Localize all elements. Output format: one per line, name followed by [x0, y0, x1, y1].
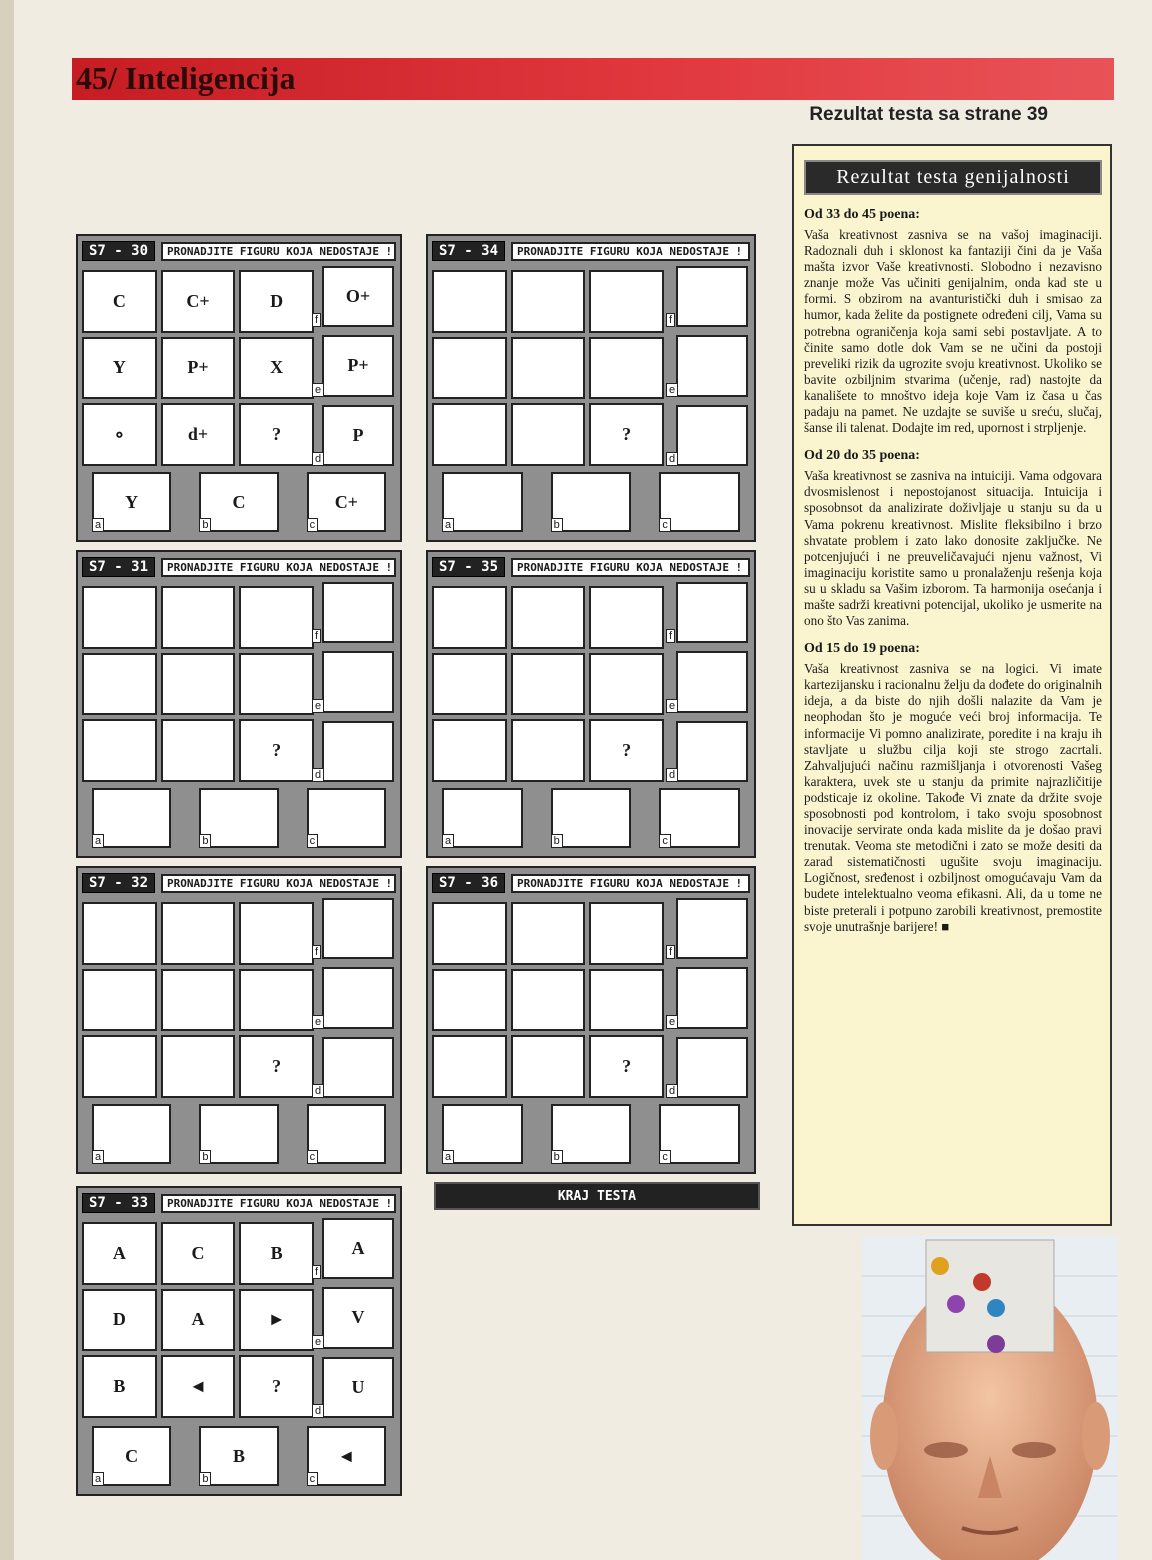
option-letter: a [442, 1150, 454, 1164]
answer-option[interactable] [199, 472, 278, 532]
results-text: Vaša kreativnost zasniva se na logici. Vi imate kartezijansku i racionalnu želju da dođete do originalnih ideja, a da biste do njih došli nalazite da Vam je neophodan što je moguće veći broj informacija. Te informacije Vi pomno analizirate, poredite i na kraju ih stavljate u službu cilja koji ste strogo zacrtali. Zahvaljujući načinu razmišljanja i otvorenosti Vašeg karaktera, uvek ste u stanju da primite najrazličitije podsticaje iz okoline. Takođe Vi znate da držite svoje sposobnosti pod kontrolom, i tako svoju sposobnost inovacije servirate onda kada mislite da je došao pravi trenutak. Veoma ste metodični i zato se može desiti da zarad sistematičnosti ugušite svoju imaginaciju. Logičnost, sređenost i ozbiljnost omogućavaju Vam da budete intelektualno veoma efikasni. Ali, da u tome ne biste preterali i potpuno zarobili kreativnost, premostite svoje unutrašnje barijere! ■ [804, 661, 1102, 934]
grid-cell [239, 902, 314, 965]
answer-option[interactable] [669, 582, 748, 643]
option-letter: d [312, 452, 324, 466]
puzzle-number: S7 - 31 [82, 557, 155, 577]
head-illustration [862, 1236, 1118, 1560]
option-letter: f [666, 629, 675, 643]
puzzle-panel [76, 234, 402, 542]
grid-cell: ? [589, 403, 664, 466]
answer-option[interactable] [442, 1104, 523, 1164]
option-figure: Y [125, 491, 139, 512]
grid-cell [239, 653, 314, 716]
answer-option[interactable] [315, 1037, 394, 1098]
puzzle-title: PRONADJITE FIGURU KOJA NEDOSTAJE ! [161, 1194, 396, 1213]
puzzle-grid [432, 902, 664, 1098]
subheading: Rezultat testa sa strane 39 [809, 104, 1048, 125]
grid-cell [589, 902, 664, 965]
grid-cell [511, 337, 586, 400]
puzzle-panel [76, 1186, 402, 1496]
option-letter: f [312, 945, 321, 959]
option-letter: b [199, 518, 211, 532]
grid-cell [161, 586, 236, 649]
option-figure: P+ [347, 355, 369, 376]
answer-option[interactable] [315, 967, 394, 1028]
answer-option[interactable] [669, 405, 748, 466]
option-letter: c [307, 518, 319, 532]
option-letter: e [666, 383, 678, 397]
side-options [315, 582, 394, 782]
grid-cell [82, 1035, 157, 1098]
results-section-2 [804, 448, 1102, 629]
option-letter: b [199, 1472, 211, 1486]
grid-cell [511, 719, 586, 782]
puzzle-grid [432, 586, 664, 782]
answer-option[interactable] [659, 472, 740, 532]
grid-cell: A [161, 1289, 236, 1352]
option-letter: a [92, 518, 104, 532]
answer-option[interactable] [669, 721, 748, 782]
bottom-options [442, 788, 740, 848]
side-options [315, 1218, 394, 1418]
answer-option[interactable] [551, 1104, 632, 1164]
answer-option[interactable] [669, 335, 748, 396]
puzzle-panel [76, 550, 402, 858]
answer-option[interactable] [92, 472, 171, 532]
option-letter: f [312, 1265, 321, 1279]
option-letter: b [199, 834, 211, 848]
answer-option[interactable] [551, 472, 632, 532]
grid-cell [589, 969, 664, 1032]
grid-cell: X [239, 337, 314, 400]
grid-cell: ∘ [82, 403, 157, 466]
puzzle-grid [82, 1222, 314, 1418]
option-letter: b [551, 834, 563, 848]
puzzle-number: S7 - 33 [82, 1193, 155, 1213]
option-letter: b [551, 518, 563, 532]
grid-cell [432, 403, 507, 466]
puzzle-title: PRONADJITE FIGURU KOJA NEDOSTAJE ! [511, 558, 750, 577]
puzzle-panel [426, 234, 756, 542]
option-letter: e [312, 1015, 324, 1029]
option-letter: d [312, 1084, 324, 1098]
answer-option[interactable] [442, 472, 523, 532]
option-letter: e [312, 383, 324, 397]
puzzle-header [82, 240, 396, 262]
results-text: Vaša kreativnost se zasniva na intuiciji. Vama odgovara dvosmislenost i nepostojanost situacija. Intuicija i sposobnsot da analizirate doživljaje u stanju su da u Vama pokrenu kreativnost. Mislite fleksibilno i brzo shvatate problem i zato lako donosite zaključke. Ne potcenjujući i ne preuveličavajući njenu važnost, Vi imaginaciju koristite samo u pronalaženju rešenja koja su u skladu sa Vašim izborom. Ta harmonija osećanja i mašte sadrži kreativni potencijal, ukoliko je usmerite na ono što Vas zanima. [804, 468, 1102, 629]
puzzle-grid [82, 902, 314, 1098]
option-figure: B [232, 1445, 245, 1466]
grid-cell: A [82, 1222, 157, 1285]
option-figure: C+ [334, 491, 358, 512]
puzzle-title: PRONADJITE FIGURU KOJA NEDOSTAJE ! [161, 558, 396, 577]
answer-option[interactable] [307, 1426, 386, 1486]
grid-cell: ? [239, 1035, 314, 1098]
grid-cell [511, 403, 586, 466]
results-box [792, 144, 1112, 1226]
answer-option[interactable] [315, 266, 394, 327]
grid-cell [432, 586, 507, 649]
grid-cell: ? [589, 1035, 664, 1098]
puzzle-grid [82, 270, 314, 466]
answer-option[interactable] [669, 266, 748, 327]
option-letter: a [92, 1472, 104, 1486]
side-options [669, 898, 748, 1098]
option-figure: O+ [345, 286, 371, 307]
grid-cell: ◄ [161, 1355, 236, 1418]
grid-cell [511, 653, 586, 716]
puzzle-panel [426, 550, 756, 858]
puzzle-grid [82, 586, 314, 782]
grid-cell: B [239, 1222, 314, 1285]
grid-cell [432, 969, 507, 1032]
answer-option[interactable] [669, 967, 748, 1028]
grid-cell: C [82, 270, 157, 333]
option-letter: b [551, 1150, 563, 1164]
grid-cell [161, 653, 236, 716]
option-letter: e [312, 1335, 324, 1349]
grid-cell [432, 337, 507, 400]
answer-option[interactable] [315, 1357, 394, 1418]
option-letter: a [92, 1150, 104, 1164]
section-title: 45/ Inteligencija [76, 60, 296, 96]
grid-cell: C+ [161, 270, 236, 333]
puzzle-header [432, 556, 750, 578]
answer-option[interactable] [659, 788, 740, 848]
grid-cell [432, 653, 507, 716]
side-options [315, 898, 394, 1098]
grid-cell [82, 586, 157, 649]
option-letter: d [666, 768, 678, 782]
option-letter: d [312, 768, 324, 782]
bottom-options [92, 472, 386, 532]
option-figure: A [351, 1238, 365, 1259]
puzzle-panel [426, 866, 756, 1174]
puzzle-number: S7 - 32 [82, 873, 155, 893]
option-letter: c [307, 834, 319, 848]
grid-cell [432, 270, 507, 333]
grid-cell: C [161, 1222, 236, 1285]
grid-cell [432, 902, 507, 965]
option-letter: f [666, 945, 675, 959]
answer-option[interactable] [92, 1426, 171, 1486]
puzzle-header [432, 872, 750, 894]
puzzle-number: S7 - 30 [82, 241, 155, 261]
answer-option[interactable] [199, 788, 278, 848]
grid-cell [589, 270, 664, 333]
puzzle-header [82, 556, 396, 578]
section-header-bar [72, 58, 1114, 100]
option-letter: c [307, 1472, 319, 1486]
grid-cell: ? [239, 403, 314, 466]
puzzle-title: PRONADJITE FIGURU KOJA NEDOSTAJE ! [161, 242, 396, 261]
answer-option[interactable] [315, 1218, 394, 1279]
answer-option[interactable] [92, 1104, 171, 1164]
end-of-test-banner: KRAJ TESTA [434, 1182, 760, 1210]
answer-option[interactable] [315, 1287, 394, 1348]
grid-cell [511, 1035, 586, 1098]
bottom-options [442, 1104, 740, 1164]
grid-cell [161, 719, 236, 782]
results-heading: Od 20 do 35 poena: [804, 448, 920, 464]
option-letter: c [659, 834, 671, 848]
answer-option[interactable] [315, 405, 394, 466]
option-letter: a [92, 834, 104, 848]
option-letter: e [666, 699, 678, 713]
option-letter: c [307, 1150, 319, 1164]
option-letter: b [199, 1150, 211, 1164]
answer-option[interactable] [199, 1104, 278, 1164]
grid-cell: ? [589, 719, 664, 782]
puzzle-title: PRONADJITE FIGURU KOJA NEDOSTAJE ! [511, 242, 750, 261]
grid-cell: d+ [161, 403, 236, 466]
grid-cell [589, 653, 664, 716]
puzzle-number: S7 - 34 [432, 241, 505, 261]
bottom-options [92, 1104, 386, 1164]
grid-cell: D [82, 1289, 157, 1352]
option-letter: f [312, 313, 321, 327]
option-letter: e [312, 699, 324, 713]
results-heading: Od 33 do 45 poena: [804, 207, 920, 222]
page-edge [0, 0, 14, 1560]
option-figure: C [232, 491, 246, 512]
option-letter: f [312, 629, 321, 643]
bottom-options [92, 1426, 386, 1486]
option-figure: C [125, 1445, 139, 1466]
side-options [315, 266, 394, 466]
grid-cell: ? [239, 1355, 314, 1418]
grid-cell [589, 586, 664, 649]
grid-cell [82, 969, 157, 1032]
answer-option[interactable] [307, 788, 386, 848]
answer-option[interactable] [307, 472, 386, 532]
puzzle-title: PRONADJITE FIGURU KOJA NEDOSTAJE ! [161, 874, 396, 893]
puzzle-header [82, 1192, 396, 1214]
puzzle-panel [76, 866, 402, 1174]
answer-option[interactable] [669, 1037, 748, 1098]
answer-option[interactable] [307, 1104, 386, 1164]
option-letter: c [659, 1150, 671, 1164]
grid-cell [82, 902, 157, 965]
grid-cell [511, 270, 586, 333]
grid-cell [511, 586, 586, 649]
grid-cell [161, 902, 236, 965]
puzzle-grid [432, 270, 664, 466]
option-letter: f [666, 313, 675, 327]
answer-option[interactable] [92, 788, 171, 848]
grid-cell [432, 1035, 507, 1098]
puzzle-header [432, 240, 750, 262]
side-options [669, 266, 748, 466]
grid-cell: ► [239, 1289, 314, 1352]
option-letter: a [442, 518, 454, 532]
puzzle-number: S7 - 35 [432, 557, 505, 577]
grid-cell [511, 969, 586, 1032]
grid-cell [161, 969, 236, 1032]
grid-cell [239, 586, 314, 649]
bottom-options [442, 472, 740, 532]
bottom-options [92, 788, 386, 848]
puzzle-title: PRONADJITE FIGURU KOJA NEDOSTAJE ! [511, 874, 750, 893]
answer-option[interactable] [551, 788, 632, 848]
option-figure: U [351, 1376, 365, 1397]
answer-option[interactable] [315, 721, 394, 782]
side-options [669, 582, 748, 782]
grid-cell [432, 719, 507, 782]
option-letter: e [666, 1015, 678, 1029]
puzzle-number: S7 - 36 [432, 873, 505, 893]
answer-option[interactable] [315, 582, 394, 643]
results-text: Vaša kreativnost zasniva se na vašoj imaginaciji. Radoznali duh i sklonost ka fantaziji čini da je Vaša mašta izvor Vaše kreativnosti. Slobodno i nezavisno znanje može Vas učiniti genijalnim, onda kad ste u formi. S obzirom na avanturistički duh i smisao za humor, kada želite da postignete određeni cilj, Vama su potrebna ograničenja koja sami sebi postavljate. A to činite samo dotle dok Vam se ne učini da postoji preveliki rizik da ugrozite svoju kreativnost. Ukoliko se bavite ozbiljnim stvarima (učenje, rad) nastojte da kanališete to mnoštvo ideja koje Vam iz časa u čas padaju na pamet. Ne uzdajte se suviše u sreću, slučaj, šanse ili talenat. Dodajte im red, upornost i strpljenje. [804, 227, 1102, 436]
option-figure: P [352, 424, 364, 445]
grid-cell [82, 719, 157, 782]
answer-option[interactable] [659, 1104, 740, 1164]
grid-cell: D [239, 270, 314, 333]
results-heading: Od 15 do 19 poena: [804, 641, 920, 657]
grid-cell: Y [82, 337, 157, 400]
option-letter: c [659, 518, 671, 532]
grid-cell: ? [239, 719, 314, 782]
results-section-3 [804, 641, 1102, 935]
option-letter: d [666, 1084, 678, 1098]
grid-cell [239, 969, 314, 1032]
grid-cell [511, 902, 586, 965]
results-title: Rezultat testa genijalnosti [804, 160, 1102, 195]
answer-option[interactable] [669, 651, 748, 712]
grid-cell [82, 653, 157, 716]
puzzle-header [82, 872, 396, 894]
grid-cell: B [82, 1355, 157, 1418]
answer-option[interactable] [669, 898, 748, 959]
option-letter: a [442, 834, 454, 848]
answer-option[interactable] [315, 898, 394, 959]
answer-option[interactable] [199, 1426, 278, 1486]
results-section-1 [804, 207, 1102, 436]
grid-cell [589, 337, 664, 400]
answer-option[interactable] [315, 651, 394, 712]
answer-option[interactable] [315, 335, 394, 396]
option-figure: V [351, 1307, 365, 1328]
grid-cell [161, 1035, 236, 1098]
grid-cell: P+ [161, 337, 236, 400]
answer-option[interactable] [442, 788, 523, 848]
option-letter: d [312, 1404, 324, 1418]
option-letter: d [666, 452, 678, 466]
option-figure: ◄ [337, 1445, 356, 1466]
